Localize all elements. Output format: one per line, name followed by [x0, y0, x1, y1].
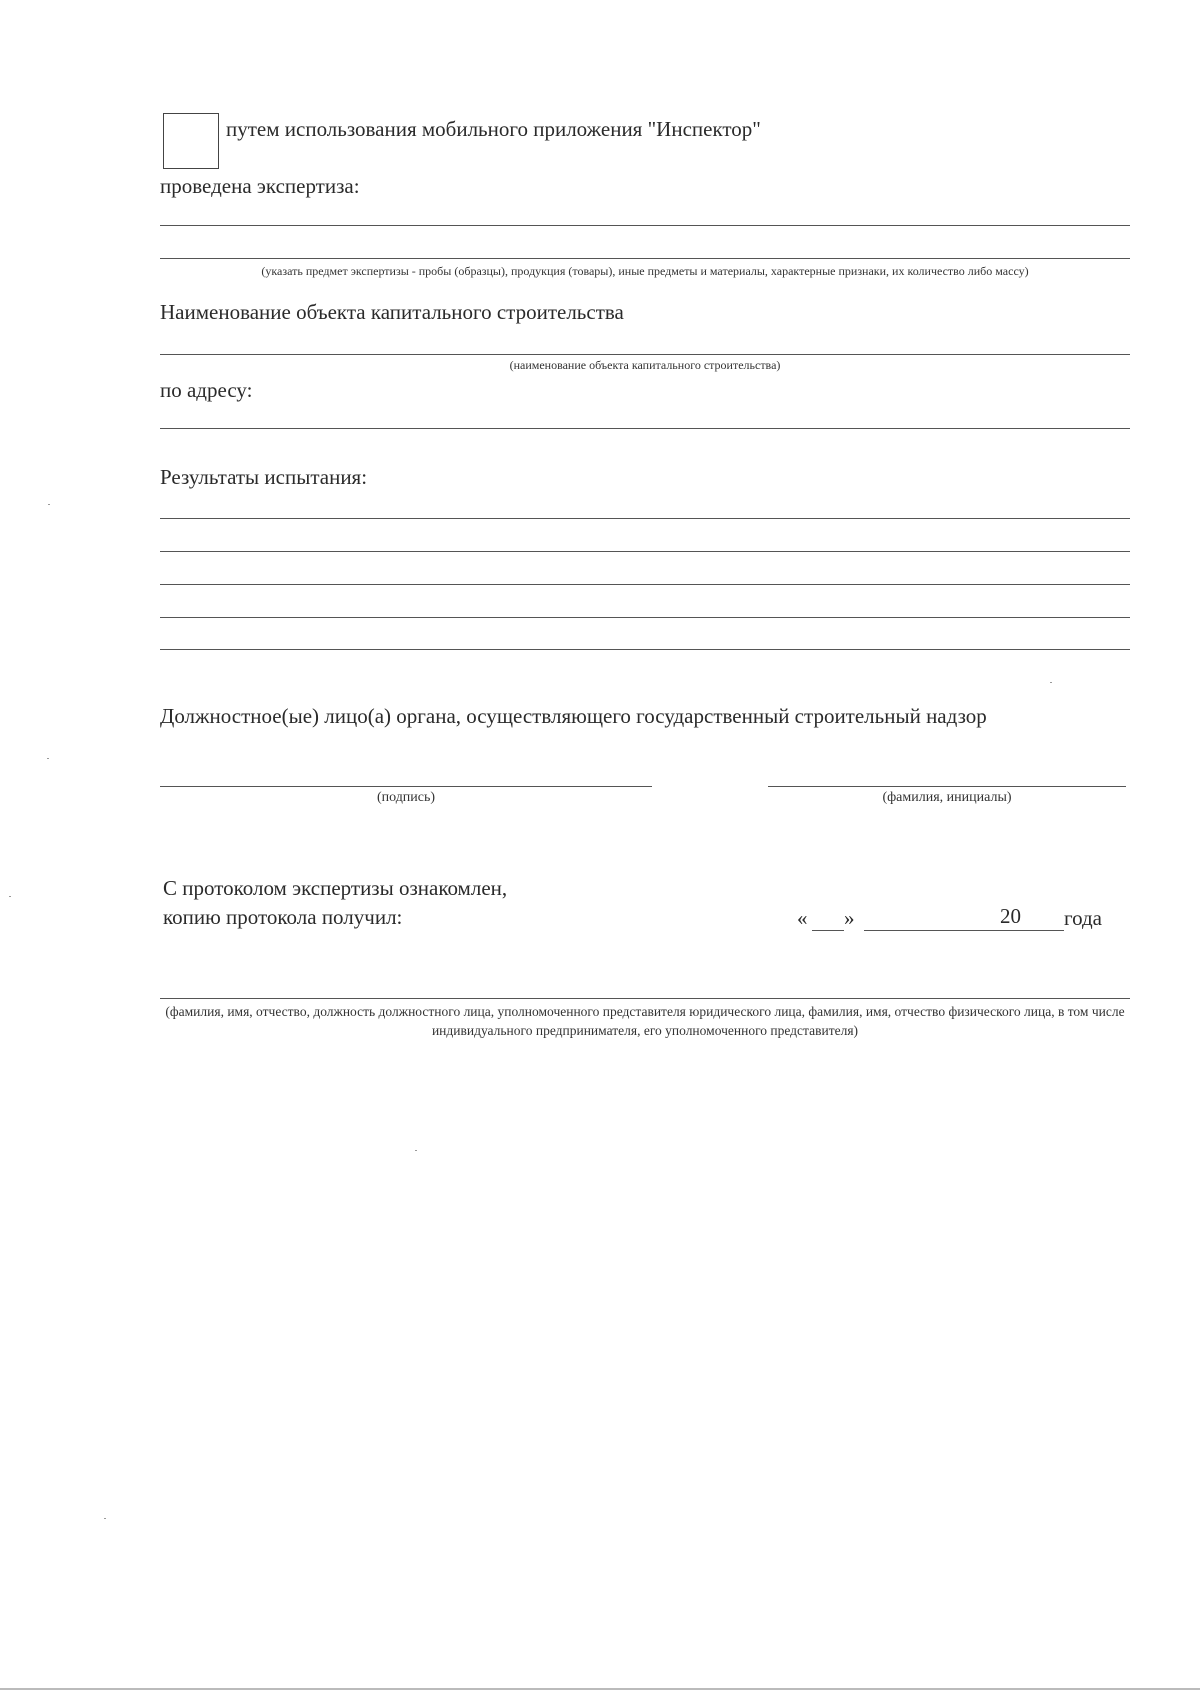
scan-speck: [47, 758, 49, 759]
scan-speck: [48, 504, 50, 505]
results-fill-line-4[interactable]: [160, 617, 1130, 618]
expertise-fill-line-1[interactable]: [160, 225, 1130, 226]
date-open-quote: «: [797, 906, 808, 930]
year-prefix: 20: [1000, 904, 1021, 928]
results-fill-line-5[interactable]: [160, 649, 1130, 650]
signature-fill-line[interactable]: [160, 786, 652, 787]
address-label: по адресу:: [160, 378, 253, 402]
official-name-fill-line[interactable]: [768, 786, 1126, 787]
official-name-caption: (фамилия, инициалы): [882, 790, 1012, 805]
recipient-fill-line[interactable]: [160, 998, 1130, 999]
address-fill-line[interactable]: [160, 428, 1130, 429]
results-label: Результаты испытания:: [160, 465, 368, 489]
page-bottom-edge: [0, 1688, 1200, 1690]
recipient-caption: (фамилия, имя, отчество, должность должностного лица, уполномоченного представителя юридического лица, фамилия, имя, отчество физического лица, в том числе индивидуального предпринимателя, его уполномоченного представителя): [165, 1004, 1125, 1038]
scan-speck: [104, 1518, 106, 1519]
expertise-fill-line-2[interactable]: [160, 258, 1130, 259]
inspector-app-checkbox[interactable]: [163, 113, 219, 169]
signature-caption: (подпись): [376, 790, 436, 805]
results-fill-line-1[interactable]: [160, 518, 1130, 519]
scan-speck: [9, 896, 11, 897]
date-month-fill-line[interactable]: [864, 930, 1034, 931]
acknowledgement-line-1: С протоколом экспертизы ознакомлен,: [163, 876, 508, 900]
results-fill-line-2[interactable]: [160, 551, 1130, 552]
scan-speck: [415, 1150, 417, 1151]
object-label: Наименование объекта капитального строительства: [160, 300, 624, 324]
results-fill-line-3[interactable]: [160, 584, 1130, 585]
expertise-label: проведена экспертиза:: [160, 174, 360, 198]
date-day-fill-line[interactable]: [812, 930, 844, 931]
acknowledgement-line-2: копию протокола получил:: [163, 905, 403, 929]
object-caption: (наименование объекта капитального строительства): [509, 358, 781, 372]
inspector-app-option-label: путем использования мобильного приложения "Инспектор": [226, 117, 761, 141]
date-year-fill-line[interactable]: [1034, 930, 1064, 931]
scan-speck: [1050, 682, 1052, 683]
object-fill-line[interactable]: [160, 354, 1130, 355]
official-label: Должностное(ые) лицо(а) органа, осуществляющего государственный строительный надзор: [160, 704, 987, 728]
year-word: года: [1064, 906, 1102, 930]
expertise-caption: (указать предмет экспертизы - пробы (образцы), продукция (товары), иные предметы и материалы, характерные признаки, их количество либо массу): [261, 264, 1029, 278]
date-close-quote: »: [844, 906, 855, 930]
